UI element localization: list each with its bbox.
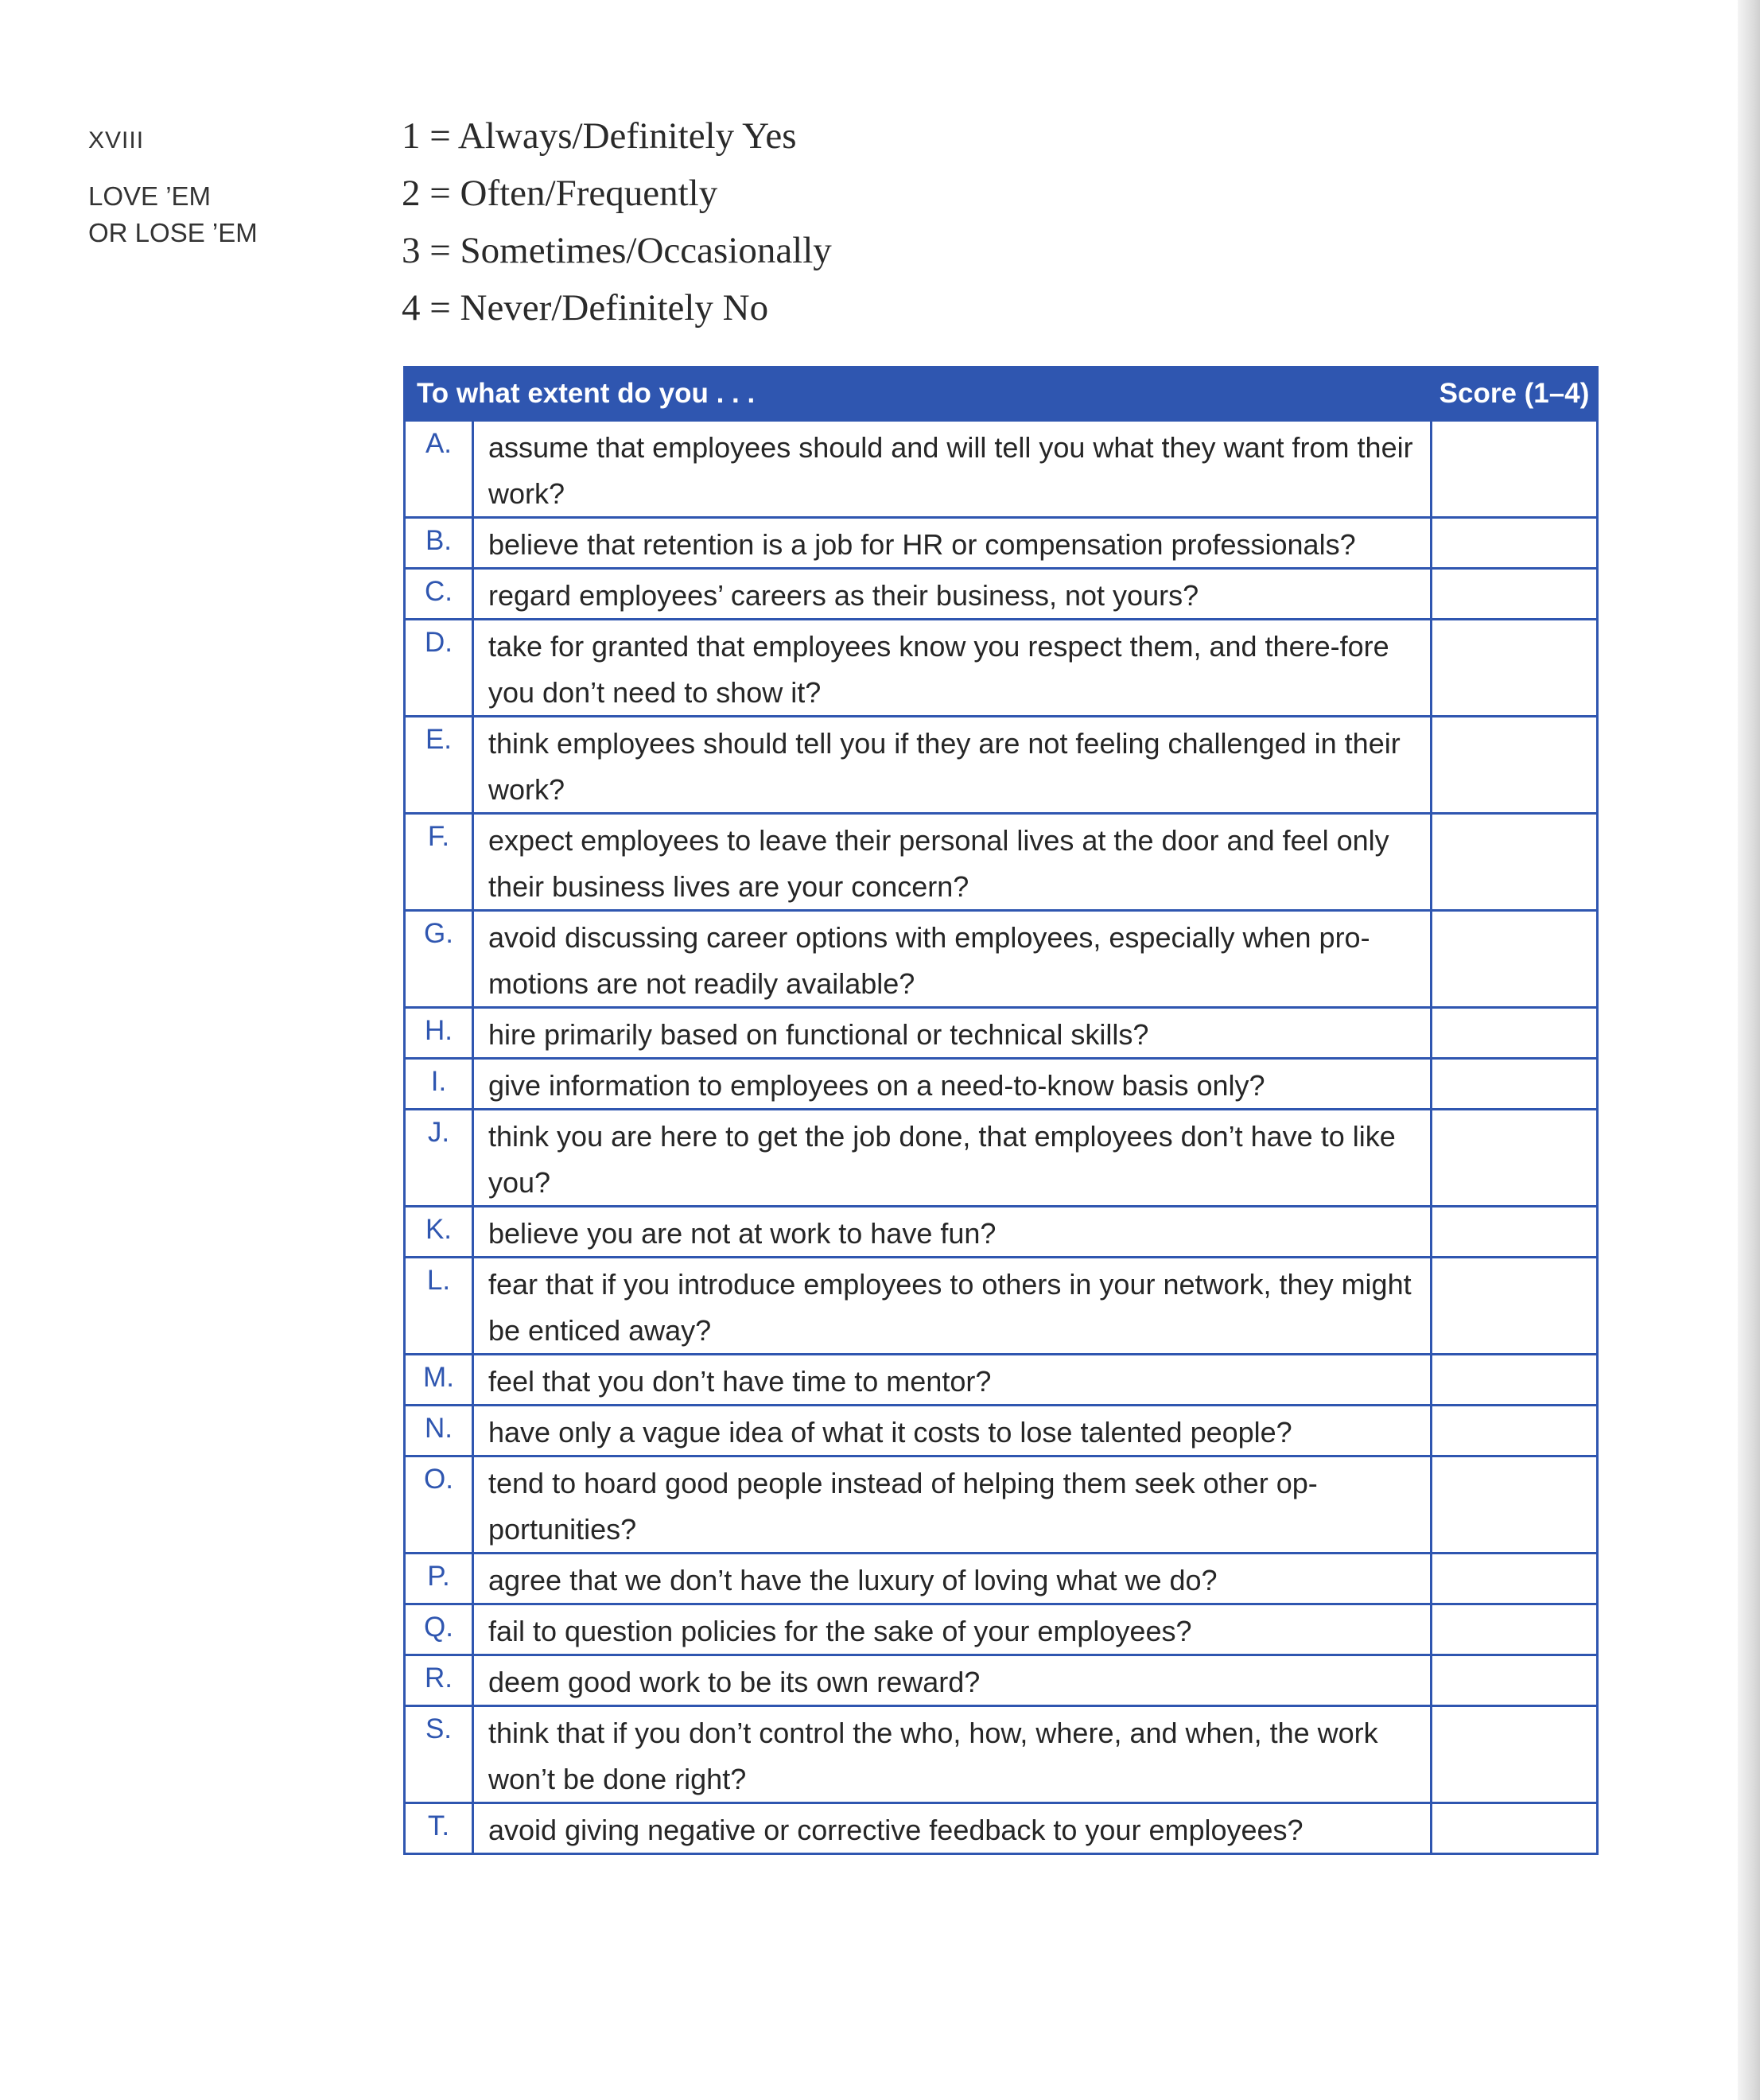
scale-option-3: 3 = Sometimes/Occasionally — [402, 230, 832, 271]
row-letter: C. — [406, 570, 474, 618]
score-cell[interactable] — [1432, 570, 1596, 618]
row-question: fear that if you introduce employees to others in your network, they might be enticed away? — [474, 1258, 1432, 1353]
row-question: agree that we don’t have the luxury of loving what we do? — [474, 1554, 1432, 1603]
table-row — [406, 1455, 1596, 1552]
scale-option-1: 1 = Always/Definitely Yes — [402, 115, 797, 157]
page-edge-shadow — [1738, 0, 1760, 2100]
row-question: expect employees to leave their personal lives at the door and feel only their business lives are your concern? — [474, 815, 1432, 909]
score-cell[interactable] — [1432, 620, 1596, 715]
row-question: think that if you don’t control the who, how, where, and when, the work won’t be done right? — [474, 1707, 1432, 1802]
row-letter: H. — [406, 1009, 474, 1057]
score-cell[interactable] — [1432, 1258, 1596, 1353]
row-letter: K. — [406, 1208, 474, 1256]
score-cell[interactable] — [1432, 1110, 1596, 1205]
row-letter: A. — [406, 422, 474, 516]
row-question: take for granted that employees know you respect them, and there-fore you don’t need to show it? — [474, 620, 1432, 715]
row-question: think you are here to get the job done, that employees don’t have to like you? — [474, 1110, 1432, 1205]
row-question: regard employees’ careers as their business, not yours? — [474, 570, 1432, 618]
row-letter: D. — [406, 620, 474, 715]
table-row — [406, 715, 1596, 812]
table-header — [406, 368, 1596, 419]
score-cell[interactable] — [1432, 1406, 1596, 1455]
table-row — [406, 909, 1596, 1006]
row-letter: F. — [406, 815, 474, 909]
table-row — [406, 516, 1596, 567]
scale-option-4: 4 = Never/Definitely No — [402, 287, 769, 329]
score-cell[interactable] — [1432, 1804, 1596, 1853]
table-row — [406, 1603, 1596, 1654]
table-row — [406, 567, 1596, 618]
row-letter: P. — [406, 1554, 474, 1603]
score-cell[interactable] — [1432, 1060, 1596, 1108]
row-letter: Q. — [406, 1605, 474, 1654]
table-row — [406, 1404, 1596, 1455]
page-number: XVIII — [88, 127, 145, 154]
row-letter: L. — [406, 1258, 474, 1353]
table-row — [406, 1552, 1596, 1603]
row-question: tend to hoard good people instead of helping them seek other op-portunities? — [474, 1457, 1432, 1552]
row-letter: R. — [406, 1656, 474, 1705]
row-letter: M. — [406, 1355, 474, 1404]
table-row — [406, 812, 1596, 909]
score-cell[interactable] — [1432, 718, 1596, 812]
score-cell[interactable] — [1432, 1457, 1596, 1552]
row-letter: E. — [406, 718, 474, 812]
book-title-line-2: OR LOSE ’EM — [88, 218, 258, 247]
table-row — [406, 1802, 1596, 1853]
rating-scale-key — [402, 107, 832, 336]
score-cell[interactable] — [1432, 519, 1596, 567]
table-row — [406, 1205, 1596, 1256]
row-question: feel that you don’t have time to mentor? — [474, 1355, 1432, 1404]
row-question: give information to employees on a need-to-know basis only? — [474, 1060, 1432, 1108]
self-assessment-table — [403, 366, 1599, 1855]
book-title-line-1: LOVE ’EM — [88, 181, 212, 211]
table-row — [406, 419, 1596, 516]
row-letter: T. — [406, 1804, 474, 1853]
header-score: Score (1–4) — [1439, 378, 1590, 409]
table-body — [406, 419, 1596, 1853]
running-head — [88, 127, 258, 251]
row-letter: J. — [406, 1110, 474, 1205]
score-cell[interactable] — [1432, 1707, 1596, 1802]
row-question: avoid giving negative or corrective feedback to your employees? — [474, 1804, 1432, 1853]
scale-option-2: 2 = Often/Frequently — [402, 173, 718, 214]
row-question: assume that employees should and will tell you what they want from their work? — [474, 422, 1432, 516]
row-letter: N. — [406, 1406, 474, 1455]
row-question: believe you are not at work to have fun? — [474, 1208, 1432, 1256]
table-row — [406, 618, 1596, 715]
score-cell[interactable] — [1432, 1355, 1596, 1404]
row-question: hire primarily based on functional or technical skills? — [474, 1009, 1432, 1057]
score-cell[interactable] — [1432, 422, 1596, 516]
score-cell[interactable] — [1432, 1605, 1596, 1654]
row-question: believe that retention is a job for HR or compensation professionals? — [474, 519, 1432, 567]
score-cell[interactable] — [1432, 1554, 1596, 1603]
row-letter: I. — [406, 1060, 474, 1108]
score-cell[interactable] — [1432, 912, 1596, 1006]
row-question: think employees should tell you if they are not feeling challenged in their work? — [474, 718, 1432, 812]
table-row — [406, 1108, 1596, 1205]
score-cell[interactable] — [1432, 815, 1596, 909]
row-letter: S. — [406, 1707, 474, 1802]
header-question: To what extent do you . . . — [417, 378, 756, 409]
table-row — [406, 1705, 1596, 1802]
table-row — [406, 1353, 1596, 1404]
row-letter: G. — [406, 912, 474, 1006]
score-cell[interactable] — [1432, 1009, 1596, 1057]
table-row — [406, 1256, 1596, 1353]
row-letter: B. — [406, 519, 474, 567]
row-question: fail to question policies for the sake of your employees? — [474, 1605, 1432, 1654]
table-row — [406, 1057, 1596, 1108]
row-question: avoid discussing career options with employees, especially when pro-motions are not readily available? — [474, 912, 1432, 1006]
score-cell[interactable] — [1432, 1208, 1596, 1256]
row-question: have only a vague idea of what it costs to lose talented people? — [474, 1406, 1432, 1455]
score-cell[interactable] — [1432, 1656, 1596, 1705]
row-question: deem good work to be its own reward? — [474, 1656, 1432, 1705]
table-row — [406, 1006, 1596, 1057]
book-title — [88, 178, 258, 251]
row-letter: O. — [406, 1457, 474, 1552]
table-row — [406, 1654, 1596, 1705]
